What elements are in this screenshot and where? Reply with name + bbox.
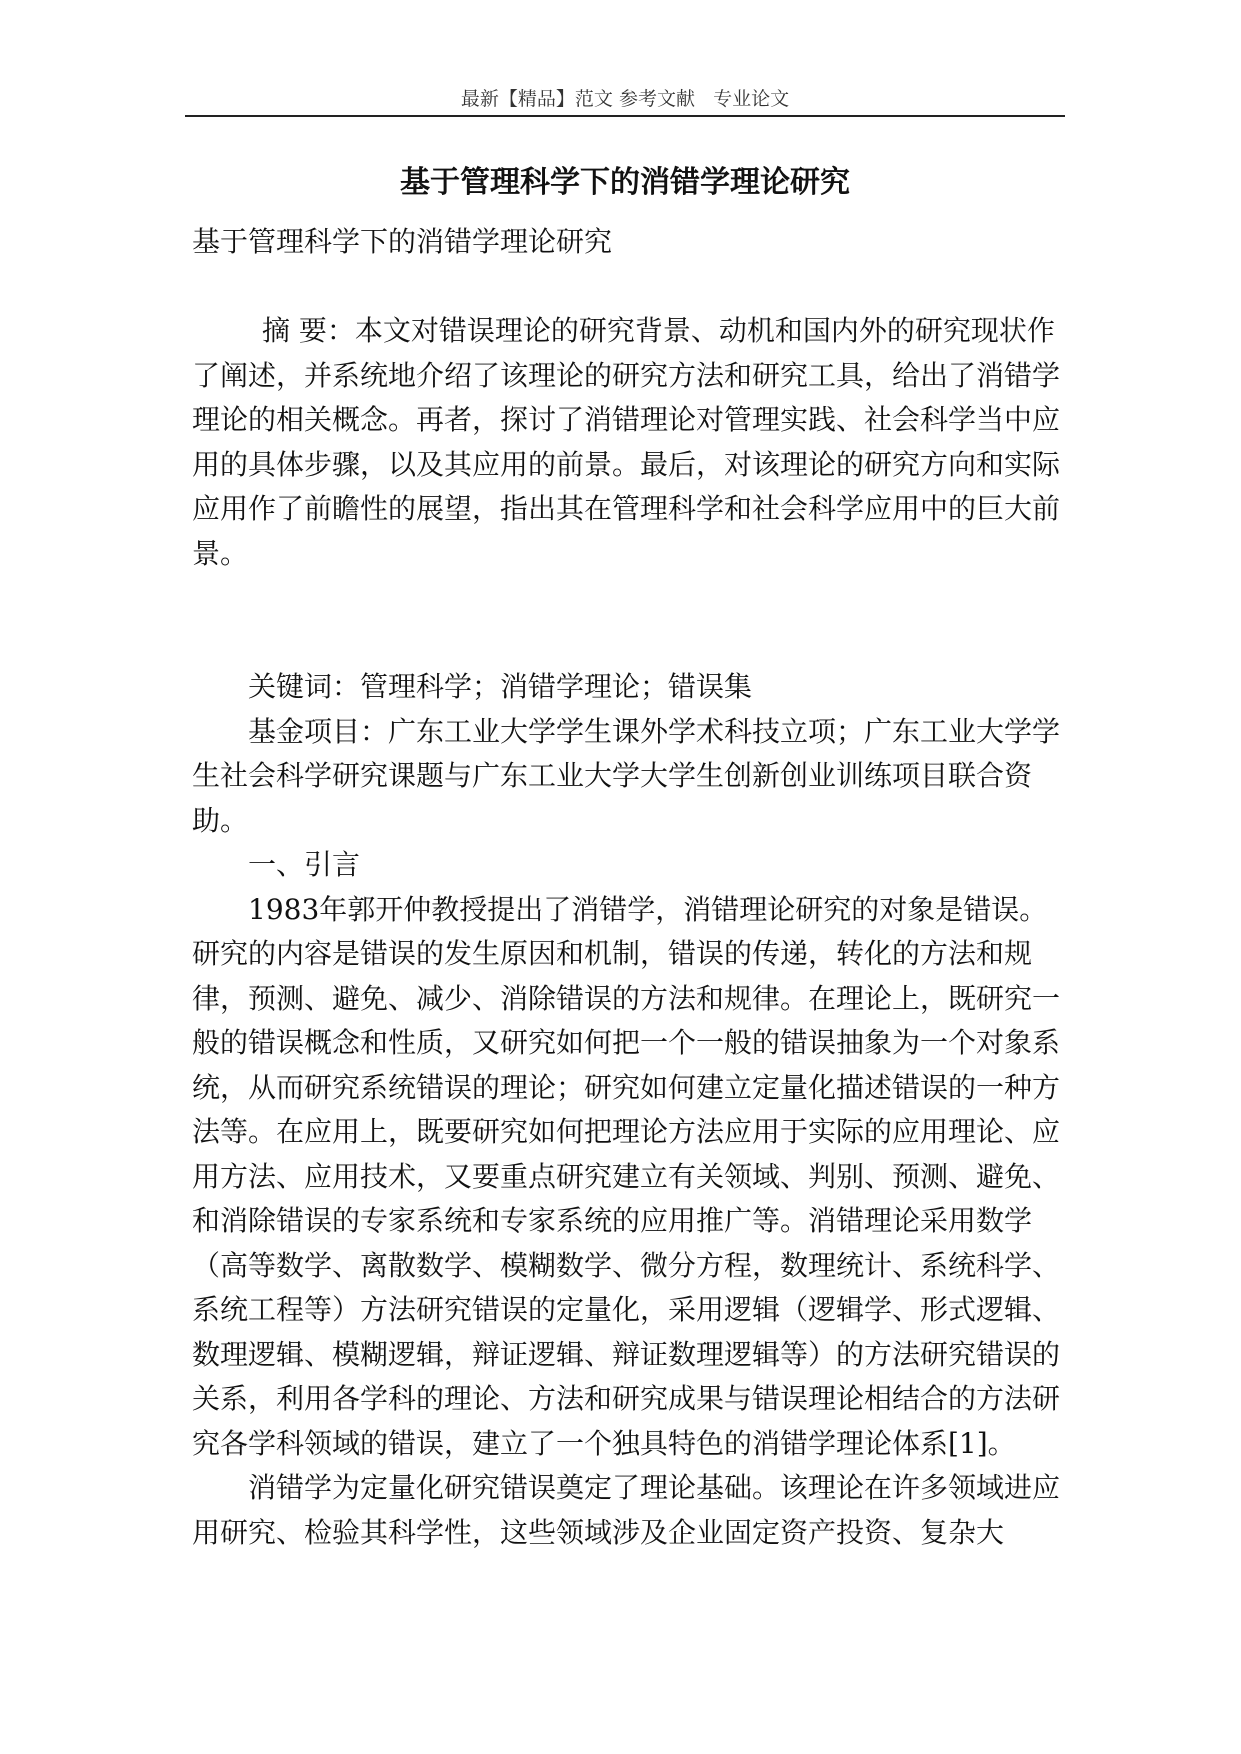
keywords-text: 管理科学；消错学理论；错误集 bbox=[360, 670, 753, 703]
fund-text: 广东工业大学学生课外学术科技立项；广东工业大学学生社会科学研究课题与广东工业大学大学生创新创业训练项目联合资助。 bbox=[192, 714, 1061, 837]
document-title: 基于管理科学下的消错学理论研究 bbox=[400, 165, 850, 200]
running-header: 最新【精品】范文 参考文献 专业论文 bbox=[460, 88, 790, 110]
section-heading: 一、引言 bbox=[248, 848, 361, 881]
abstract-text: 本文对错误理论的研究背景、动机和国内外的研究现状作了阐述，并系统地介绍了该理论的研究方法和研究工具，给出了消错学理论的相关概念。再者，探讨了消错理论对管理实践、社会科学当中应用的具体步骤，以及其应用的前景。最后，对该理论的研究方向和实际应用作了前瞻性的展望，指出其在管理科学和社会科学应用中的巨大前景。 bbox=[192, 314, 1061, 570]
body-paragraph: 1983年郭开仲教授提出了消错学，消错理论研究的对象是错误。研究的内容是错误的发生原因和机制，错误的传递，转化的方法和规律，预测、避免、减少、消除错误的方法和规律。在理论上，既研究一般的错误概念和性质，又研究如何把一个一般的错误抽象为一个对象系统，从而研究系统错误的理论；研究如何建立定量化描述错误的一种方法等。在应用上，既要研究如何把理论方法应用于实际的应用理论、应用方法、应用技术，又要重点研究建立有关领域、判别、预测、避免、和消除错误的专家系统和专家系统的应用推广等。消错理论采用数学（高等数学、离散数学、模糊数学、微分方程，数理统计、系统科学、系统工程等）方法研究错误的定量化，采用逻辑（逻辑学、形式逻辑、数理逻辑、模糊逻辑，辩证逻辑、辩证数理逻辑等）的方法研究错误的关系，利用各学科的理论、方法和研究成果与错误理论相结合的方法研究各学科领域的错误，建立了一个独具特色的消错学理论体系[1]。 bbox=[192, 892, 1061, 1460]
fund-paragraph bbox=[192, 710, 1072, 844]
header-rule bbox=[185, 115, 1065, 117]
abstract-paragraph bbox=[192, 309, 1072, 576]
abstract-label: 摘 要： bbox=[262, 314, 355, 347]
fund-label: 基金项目： bbox=[248, 714, 389, 748]
paragraph-gap bbox=[192, 576, 1072, 621]
document-body bbox=[192, 220, 1072, 1555]
document-subtitle: 基于管理科学下的消错学理论研究 bbox=[192, 225, 613, 258]
paragraph-gap bbox=[192, 621, 1072, 666]
body-paragraph: 消错学为定量化研究错误奠定了理论基础。该理论在许多领域进应用研究、检验其科学性，这些领域涉及企业固定资产投资、复杂大 bbox=[192, 1471, 1061, 1549]
keywords-label: 关键词： bbox=[248, 670, 361, 703]
keywords-paragraph bbox=[192, 665, 1072, 710]
